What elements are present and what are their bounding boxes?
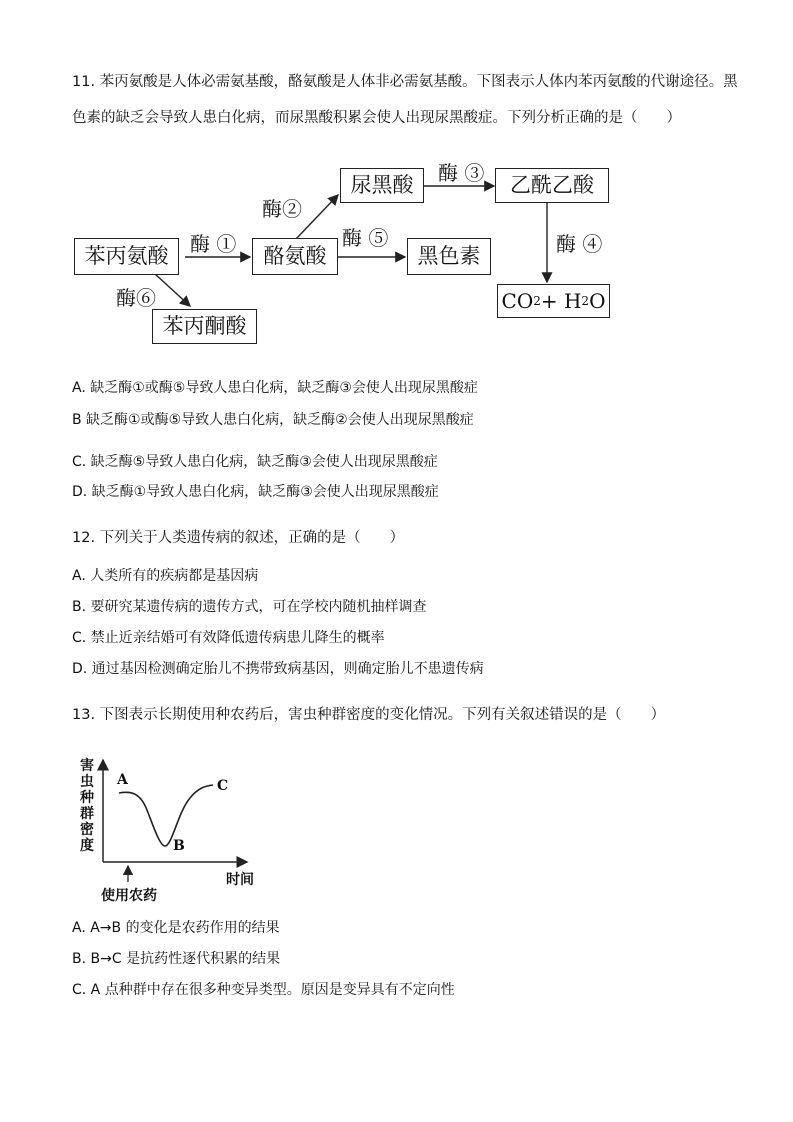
density-curve: [119, 785, 213, 846]
node-tyrosine: 酪氨酸: [252, 238, 338, 275]
q12-option-c: C. 禁止近亲结婚可有效降低遗传病患儿降生的概率: [72, 630, 385, 646]
co2-text: CO: [501, 289, 534, 313]
q11-option-a: A. 缺乏酶①或酶⑤导致人患白化病，缺乏酶③会使人出现尿黑酸症: [72, 380, 478, 396]
q12-option-a: A. 人类所有的疾病都是基因病: [72, 568, 259, 584]
enzyme-3-label: 酶 ③: [438, 161, 485, 185]
enzyme-5-label: 酶 ⑤: [342, 226, 389, 250]
graph-xlabel: 时间: [226, 872, 254, 888]
h2o-subscript: 2: [581, 294, 590, 308]
graph-point-b: B: [173, 838, 185, 854]
enzyme-1-label: 酶 ①: [190, 232, 237, 256]
graph-ylabel: 害虫种群密度: [80, 758, 94, 854]
o-text: O: [589, 289, 606, 313]
q13-option-a: A. A→B 的变化是农药作用的结果: [72, 920, 280, 936]
q12-option-b: B. 要研究某遗传病的遗传方式，可在学校内随机抽样调查: [72, 599, 427, 615]
graph-arrow-label: 使用农药: [101, 888, 157, 904]
plus-h-text: + H: [540, 289, 582, 313]
enzyme-6-label: 酶⑥: [116, 286, 156, 310]
co2-subscript: 2: [533, 294, 541, 308]
enzyme-2-label: 酶②: [262, 197, 302, 221]
q11-option-b: B 缺乏酶①或酶⑤导致人患白化病，缺乏酶②会使人出现尿黑酸症: [72, 412, 474, 428]
node-phenylpyruvic-acid: 苯丙酮酸: [152, 309, 257, 344]
q13-option-c: C. A 点种群中存在很多种变异类型。原因是变异具有不定向性: [72, 982, 455, 998]
node-melanin: 黑色素: [407, 238, 491, 275]
node-phenylalanine: 苯丙氨酸: [74, 238, 179, 275]
q11-option-c: C. 缺乏酶⑤导致人患白化病，缺乏酶③会使人出现尿黑酸症: [72, 454, 438, 470]
q11-stem-line1: 11. 苯丙氨酸是人体必需氨基酸，酪氨酸是人体非必需氨基酸。下图表示人体内苯丙氨酸的代谢途径。黑: [72, 74, 738, 90]
node-acetoacetic-acid: 乙酰乙酸: [495, 168, 609, 203]
graph-point-a: A: [117, 772, 128, 788]
q11-option-d: D. 缺乏酶①导致人患白化病，缺乏酶③会使人出现尿黑酸症: [72, 484, 439, 500]
q13-stem: 13. 下图表示长期使用种农药后，害虫种群密度的变化情况。下列有关叙述错误的是（ ）: [72, 707, 666, 723]
q12-option-d: D. 通过基因检测确定胎儿不携带致病基因，则确定胎儿不患遗传病: [72, 661, 484, 677]
q13-option-b: B. B→C 是抗药性逐代积累的结果: [72, 951, 281, 967]
q11-stem-line2: 色素的缺乏会导致人患白化病，而尿黑酸积累会使人出现尿黑酸症。下列分析正确的是（ ）: [72, 110, 681, 126]
enzyme-4-label: 酶 ④: [556, 232, 603, 256]
graph-point-c: C: [217, 778, 229, 794]
node-homogentisic-acid: 尿黑酸: [340, 168, 424, 203]
q12-stem: 12. 下列关于人类遗传病的叙述，正确的是（ ）: [72, 530, 405, 546]
